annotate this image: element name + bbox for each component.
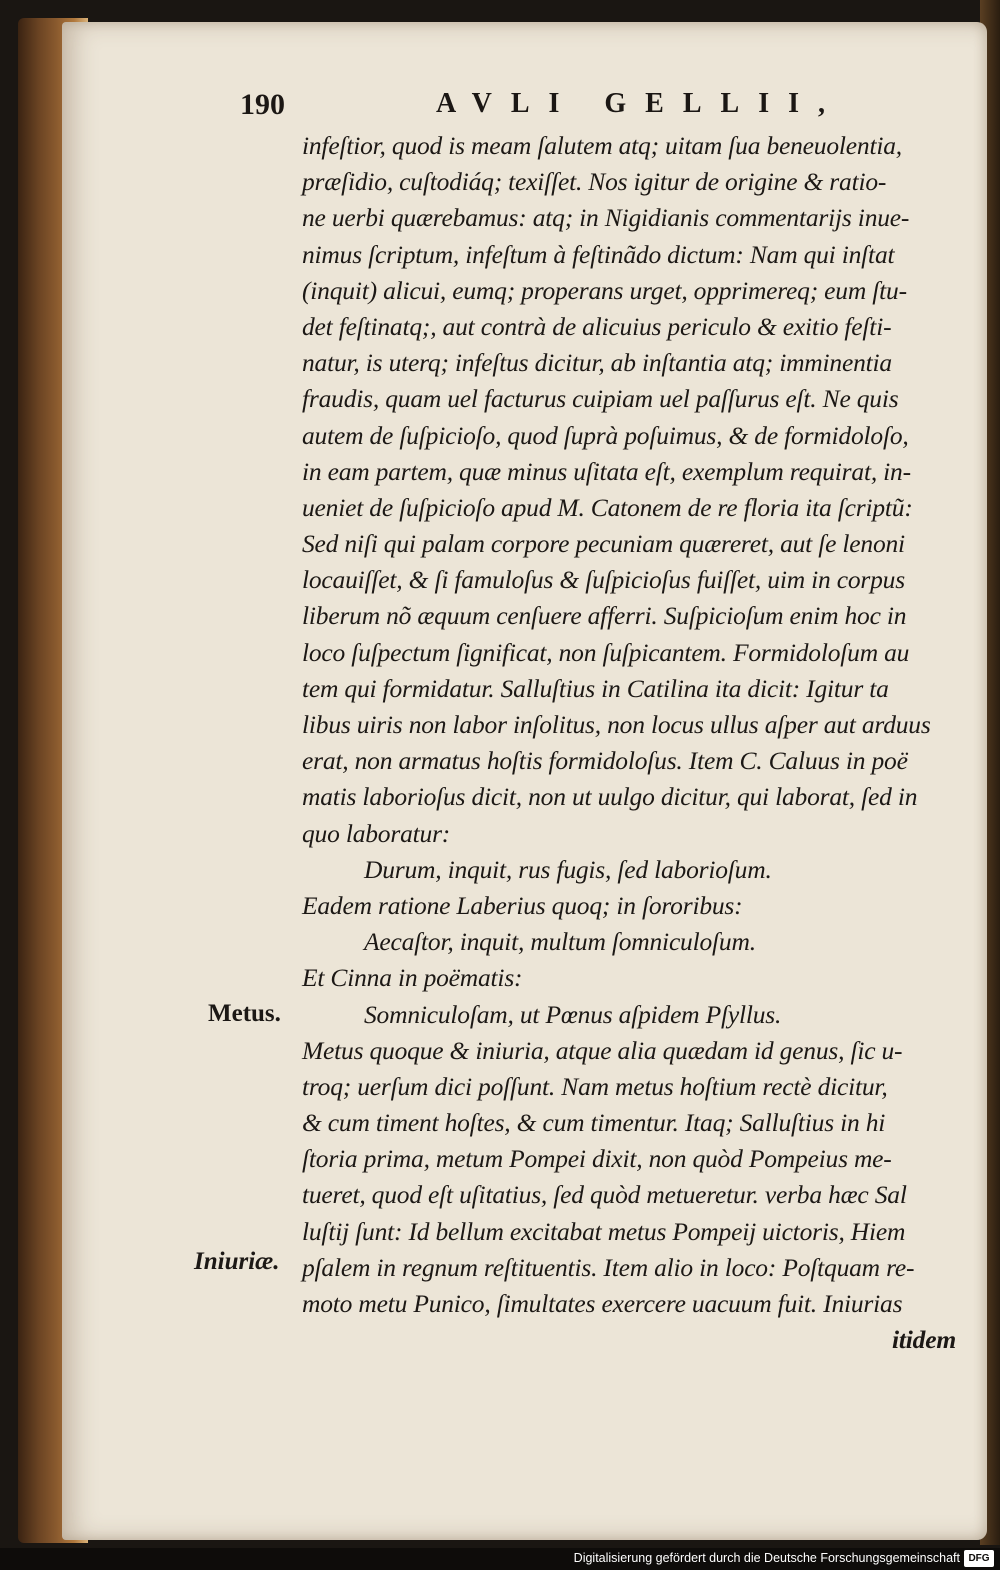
- text-line: libus uiris non labor inſolitus, non locus ullus aſper aut arduus: [302, 710, 931, 739]
- text-line: præſidio, cuſtodiáq; texiſſet. Nos igitur de origine & ratio-: [302, 167, 887, 197]
- text-line: loco ſuſpectum ſignificat, non ſuſpicantem. Formidoloſum au: [302, 637, 910, 667]
- text-line: infeſtior, quod is meam ſalutem atq; uitam ſua beneuolentia,: [302, 131, 902, 160]
- running-head: AVLI GELLII,: [436, 88, 845, 119]
- footer-bar: [0, 1548, 1000, 1570]
- margin-note-iniuriae: Iniuriæ.: [194, 1248, 280, 1275]
- text-line: natur, is uterq; infeſtus dicitur, ab inſtantia atq; imminentia: [302, 348, 892, 378]
- footer-credit: Digitalisierung gefördert durch die Deutsche Forschungsgemeinschaft: [573, 1551, 960, 1565]
- text-line: ſtoria prima, metum Pompei dixit, non quòd Pompeius me-: [302, 1144, 892, 1174]
- text-line: quo laboratur:: [302, 818, 451, 848]
- text-line: (inquit) alicui, eumq; properans urget, opprimereq; eum ſtu-: [302, 275, 907, 305]
- dfg-logo: DFG: [964, 1550, 994, 1567]
- text-line: Et Cinna in poëmatis:: [302, 963, 523, 993]
- text-line: ueniet de ſuſpicioſo apud M. Catonem de re floria ita ſcriptũ:: [302, 492, 913, 522]
- text-line: & cum timent hoſtes, & cum timentur. Itaq; Salluſtius in hi: [302, 1108, 886, 1138]
- text-line: Aecaſtor, inquit, multum ſomniculoſum.: [364, 927, 756, 957]
- text-line: troq; uerſum dici poſſunt. Nam metus hoſtium rectè dicitur,: [302, 1071, 888, 1101]
- text-line: Metus quoque & iniuria, atque alia quædam id genus, ſic u-: [302, 1035, 903, 1065]
- text-line: erat, non armatus hoſtis formidoloſus. Item C. Caluus in poë: [302, 746, 908, 776]
- text-line: det feſtinatq;, aut contrà de alicuius periculo & exitio feſti-: [302, 311, 892, 341]
- catchword: itidem: [892, 1325, 956, 1355]
- text-line: matis laborioſus dicit, non ut uulgo dicitur, qui laborat, ſed in: [302, 782, 918, 812]
- text-line: moto metu Punico, ſimultates exercere uacuum fuit. Iniurias: [302, 1289, 903, 1318]
- text-line: locauiſſet, & ſi famuloſus & ſuſpicioſus fuiſſet, uim in corpus: [302, 565, 905, 595]
- page-header: [0, 86, 1000, 126]
- text-line: Eadem ratione Laberius quoq; in ſororibus:: [302, 890, 743, 920]
- text-line: luſtij ſunt: Id bellum excitabat metus Pompeij uictoris, Hiem: [302, 1216, 906, 1246]
- text-line: Somniculoſam, ut Pœnus aſpidem Pſyllus.: [364, 999, 782, 1029]
- text-line: autem de ſuſpicioſo, quod ſuprà poſuimus, & de formidoloſo,: [302, 420, 909, 450]
- text-line: tem qui formidatur. Salluſtius in Catilina ita dicit: Igitur ta: [302, 673, 889, 703]
- body-text: [302, 128, 962, 1358]
- text-line: Sed niſi qui palam corpore pecuniam quæreret, aut ſe lenoni: [302, 529, 905, 559]
- text-line: in eam partem, quæ minus uſitata eſt, exemplum requirat, in-: [302, 456, 911, 486]
- text-line: fraudis, quam uel facturus cuipiam uel paſſurus eſt. Ne quis: [302, 384, 899, 414]
- margin-note-metus: Metus.: [208, 1000, 281, 1027]
- text-line: Durum, inquit, rus fugis, ſed laborioſum.: [364, 854, 772, 884]
- text-line: tueret, quod eſt uſitatius, ſed quòd metueretur. verba hæc Sal: [302, 1180, 907, 1210]
- text-line: pſalem in regnum reſtituentis. Item alio in loco: Poſtquam re-: [302, 1252, 915, 1282]
- text-line: liberum nõ æquum cenſuere afferri. Suſpicioſum enim hoc in: [302, 601, 907, 631]
- page-number: 190: [240, 88, 285, 121]
- text-line: nimus ſcriptum, infeſtum à feſtinãdo dictum: Nam qui inſtat: [302, 239, 895, 269]
- text-line: ne uerbi quærebamus: atq; in Nigidianis commentarijs inue-: [302, 203, 910, 233]
